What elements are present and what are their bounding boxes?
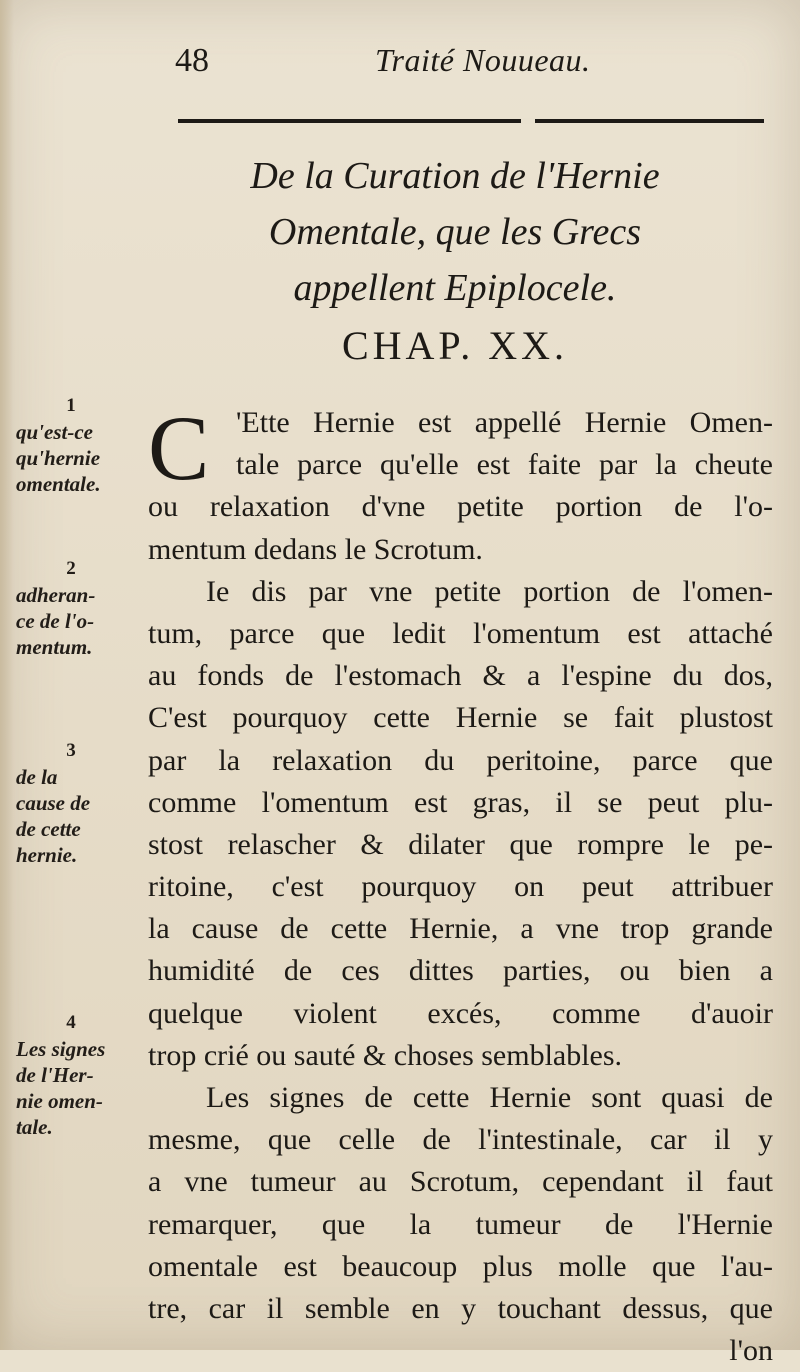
text-line: C'est pourquoy cette Hernie se fait plustost bbox=[148, 701, 773, 735]
text-line: stost relascher & dilater que rompre le pe- bbox=[148, 827, 773, 861]
text-line: tre, car il semble en y touchant dessus, que bbox=[148, 1291, 773, 1325]
page-gutter-shadow bbox=[0, 0, 14, 1350]
margin-note-line: ce de l'o- bbox=[16, 609, 95, 633]
chapter-title-line: Omentale, que les Grecs bbox=[268, 211, 642, 253]
text-line: a vne tumeur au Scrotum, cependant il faut bbox=[148, 1165, 773, 1199]
text-line: omentale est beaucoup plus molle que l'au- bbox=[148, 1249, 773, 1283]
text-line: la cause de cette Hernie, a vne trop grande bbox=[148, 912, 773, 946]
margin-note-4 bbox=[16, 1010, 146, 1140]
margin-note-number: 3 bbox=[66, 740, 76, 761]
chapter-title-line: De la Curation de l'Hernie bbox=[250, 155, 660, 197]
body-text bbox=[148, 397, 773, 1372]
text-line: tale parce qu'elle est faite par la cheute bbox=[236, 448, 773, 482]
margin-note-line: cause de bbox=[16, 791, 91, 815]
margin-note-line: nie omen- bbox=[16, 1089, 103, 1113]
margin-note-number: 1 bbox=[66, 395, 76, 416]
text-line: Ie dis par vne petite portion de l'omen- bbox=[206, 574, 773, 608]
header-rule bbox=[178, 119, 764, 123]
running-title: Traité Nouueau. bbox=[375, 42, 591, 78]
margin-note-line: de cette bbox=[16, 817, 81, 841]
chapter-title bbox=[150, 148, 760, 316]
running-header bbox=[175, 42, 735, 90]
text-line: par la relaxation du peritoine, parce que bbox=[148, 743, 773, 777]
text-line: quelque violent excés, comme d'auoir bbox=[148, 996, 773, 1030]
margin-note-line: tale. bbox=[16, 1115, 53, 1139]
page-number: 48 bbox=[175, 42, 209, 79]
text-line: comme l'omentum est gras, il se peut plu- bbox=[148, 785, 773, 819]
text-line: ou relaxation d'vne petite portion de l'o- bbox=[148, 490, 773, 524]
text-line: humidité de ces dittes parties, ou bien a bbox=[148, 954, 773, 988]
margin-note-line: de l'Her- bbox=[16, 1063, 94, 1087]
margin-note-number: 2 bbox=[66, 558, 76, 579]
margin-note-1 bbox=[16, 393, 146, 497]
margin-note-line: Les signes bbox=[16, 1037, 106, 1061]
margin-note-3 bbox=[16, 738, 146, 868]
margin-note-line: de la bbox=[16, 765, 58, 789]
margin-note-line: adheran- bbox=[16, 583, 96, 607]
text-line: trop crié ou sauté & choses semblables. bbox=[148, 1038, 623, 1072]
margin-note-line: omentale. bbox=[16, 472, 101, 496]
text-line: mesme, que celle de l'intestinale, car il y bbox=[148, 1123, 773, 1157]
text-line: 'Ette Hernie est appellé Hernie Omen- bbox=[236, 406, 773, 439]
margin-note-2 bbox=[16, 556, 146, 660]
chapter-title-line: appellent Epiplocele. bbox=[293, 267, 617, 309]
text-line: tum, parce que ledit l'omentum est attaché bbox=[148, 616, 773, 650]
text-line: remarquer, que la tumeur de l'Hernie bbox=[148, 1207, 773, 1241]
text-line: Les signes de cette Hernie sont quasi de bbox=[206, 1081, 773, 1114]
chapter-number: CHAP. XX. bbox=[341, 323, 569, 368]
margin-note-number: 4 bbox=[66, 1012, 76, 1033]
margin-note-line: mentum. bbox=[16, 635, 93, 659]
text-line: au fonds de l'estomach & a l'espine du dos, bbox=[148, 659, 773, 693]
margin-note-line: qu'hernie bbox=[16, 446, 101, 470]
text-line: ritoine, c'est pourquoy on peut attribuer bbox=[148, 870, 773, 904]
drop-cap: C bbox=[148, 397, 210, 499]
text-line: mentum dedans le Scrotum. bbox=[148, 532, 483, 566]
margin-note-line: qu'est-ce bbox=[16, 420, 93, 444]
catchword: l'on bbox=[729, 1334, 773, 1368]
margin-note-line: hernie. bbox=[16, 843, 78, 867]
